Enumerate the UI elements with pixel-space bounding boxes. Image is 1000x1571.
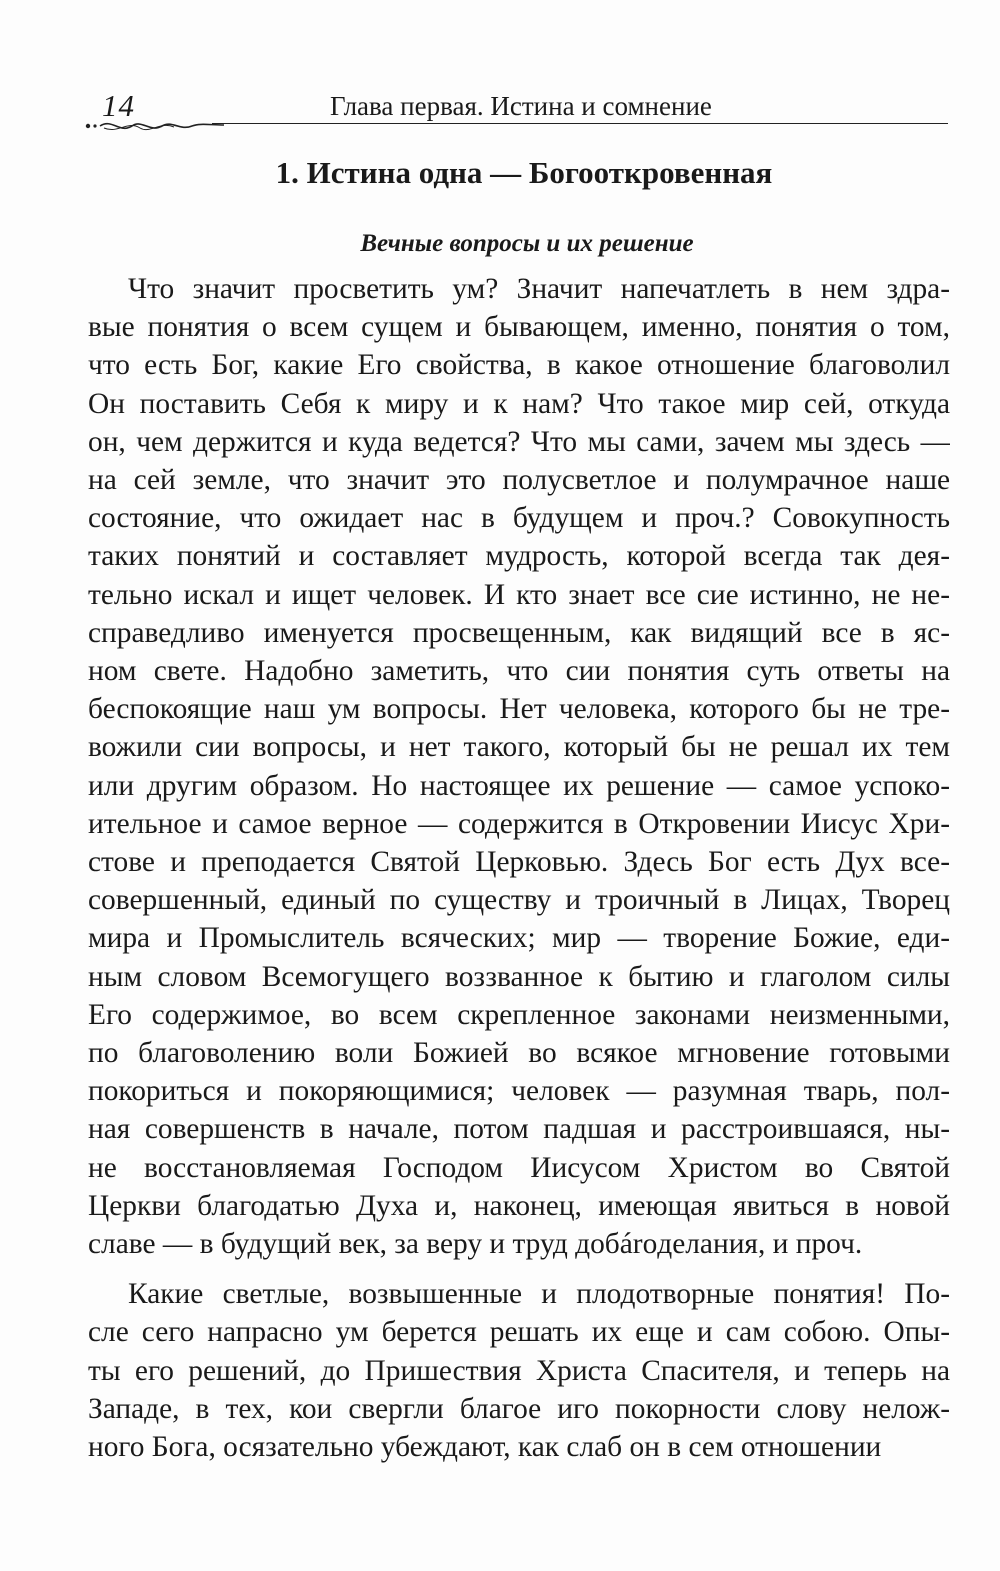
text-line: он, чем держится и куда ведется? Что мы сами, зачем мы здесь — <box>88 425 950 458</box>
text-line: что есть Бог, какие Его свойства, в какое отношение благоволил <box>88 349 950 382</box>
text-line: вожили сии вопросы, и нет такого, который бы не решал их тем <box>88 731 950 764</box>
text-line: сле сего напрасно ум берется решать их еще и сам собою. Опы- <box>88 1316 950 1349</box>
chapter-title: Глава первая. Истина и сомнение <box>330 91 712 121</box>
text-line: ная совершенств в начале, потом падшая и расстроившаяся, ны- <box>88 1113 950 1146</box>
text-line: или другим образом. Но настоящее их решение — самое успоко- <box>88 769 950 802</box>
text-line: славе — в будущий век, за веру и труд добároделания, и проч. <box>88 1228 863 1261</box>
text-line: беспокоящие наш ум вопросы. Нет человека, которого бы не тре- <box>88 693 950 726</box>
section-title: 1. Истина одна — Богооткровенная <box>275 155 773 190</box>
text-line: тельно искал и ищет человек. И кто знает все сие истинно, не не- <box>88 578 950 611</box>
text-line: ного Бога, осязательно убеждают, как слаб он в сем отношении <box>88 1431 882 1464</box>
text-line: не восстановляемая Господом Иисусом Христом во Святой <box>88 1151 950 1184</box>
text-line: вые понятия о всем сущем и бывающем, именно, понятия о том, <box>88 311 950 344</box>
text-line: ты его решений, до Пришествия Христа Спасителя, и теперь на <box>88 1354 950 1387</box>
subsection-title: Вечные вопросы и их решение <box>360 230 694 257</box>
paragraph <box>88 270 950 1263</box>
text-line: Какие светлые, возвышенные и плодотворные понятия! По- <box>128 1278 950 1311</box>
text-line: Его содержимое, во всем скрепленное законами неизменными, <box>88 998 950 1031</box>
text-line: состояние, что ожидает нас в будущем и проч.? Совокупность <box>88 502 950 535</box>
text-line: справедливо именуется просвещенным, как видящий все в яс- <box>88 616 950 649</box>
text-line: по благоволению воли Божией во всякое мгновение готовыми <box>88 1037 950 1070</box>
page-number: 14 <box>102 88 135 123</box>
text-line: Что значит просветить ум? Значит напечатлеть в нем здра- <box>128 273 950 305</box>
text-line: на сей земле, что значит это полусветлое и полумрачное наше <box>88 464 950 497</box>
text-line: покориться и покоряющимися; человек — разумная тварь, пол- <box>88 1075 950 1108</box>
text-line: совершенный, единый по существу и троичный в Лицах, Творец <box>88 884 950 917</box>
header-rule <box>212 123 948 124</box>
text-line: Церкви благодатью Духа и, наконец, имеющая явиться в новой <box>88 1189 950 1222</box>
paragraph <box>88 1275 950 1466</box>
text-line: Он поставить Себя к миру и к нам? Что такое мир сей, откуда <box>88 387 950 420</box>
text-line: стове и преподается Святой Церковью. Здесь Бог есть Дух все- <box>88 846 950 879</box>
running-header <box>88 88 948 138</box>
body-text <box>88 270 950 1466</box>
text-line: таких понятий и составляет мудрость, которой всегда так дея- <box>88 540 950 573</box>
text-line: ительное и самое верное — содержится в Откровении Иисус Хри- <box>88 807 950 840</box>
text-line: ным словом Всемогущего воззванное к бытию и глаголом силы <box>88 960 950 993</box>
text-line: ном свете. Надобно заметить, что сии понятия суть ответы на <box>88 655 950 688</box>
text-line: Западе, в тех, кои свергли благое иго покорности слову нелож- <box>88 1392 950 1425</box>
text-line: мира и Промыслитель всяческих; мир — творение Божие, еди- <box>88 922 950 955</box>
flourish-ornament-icon <box>84 114 224 136</box>
